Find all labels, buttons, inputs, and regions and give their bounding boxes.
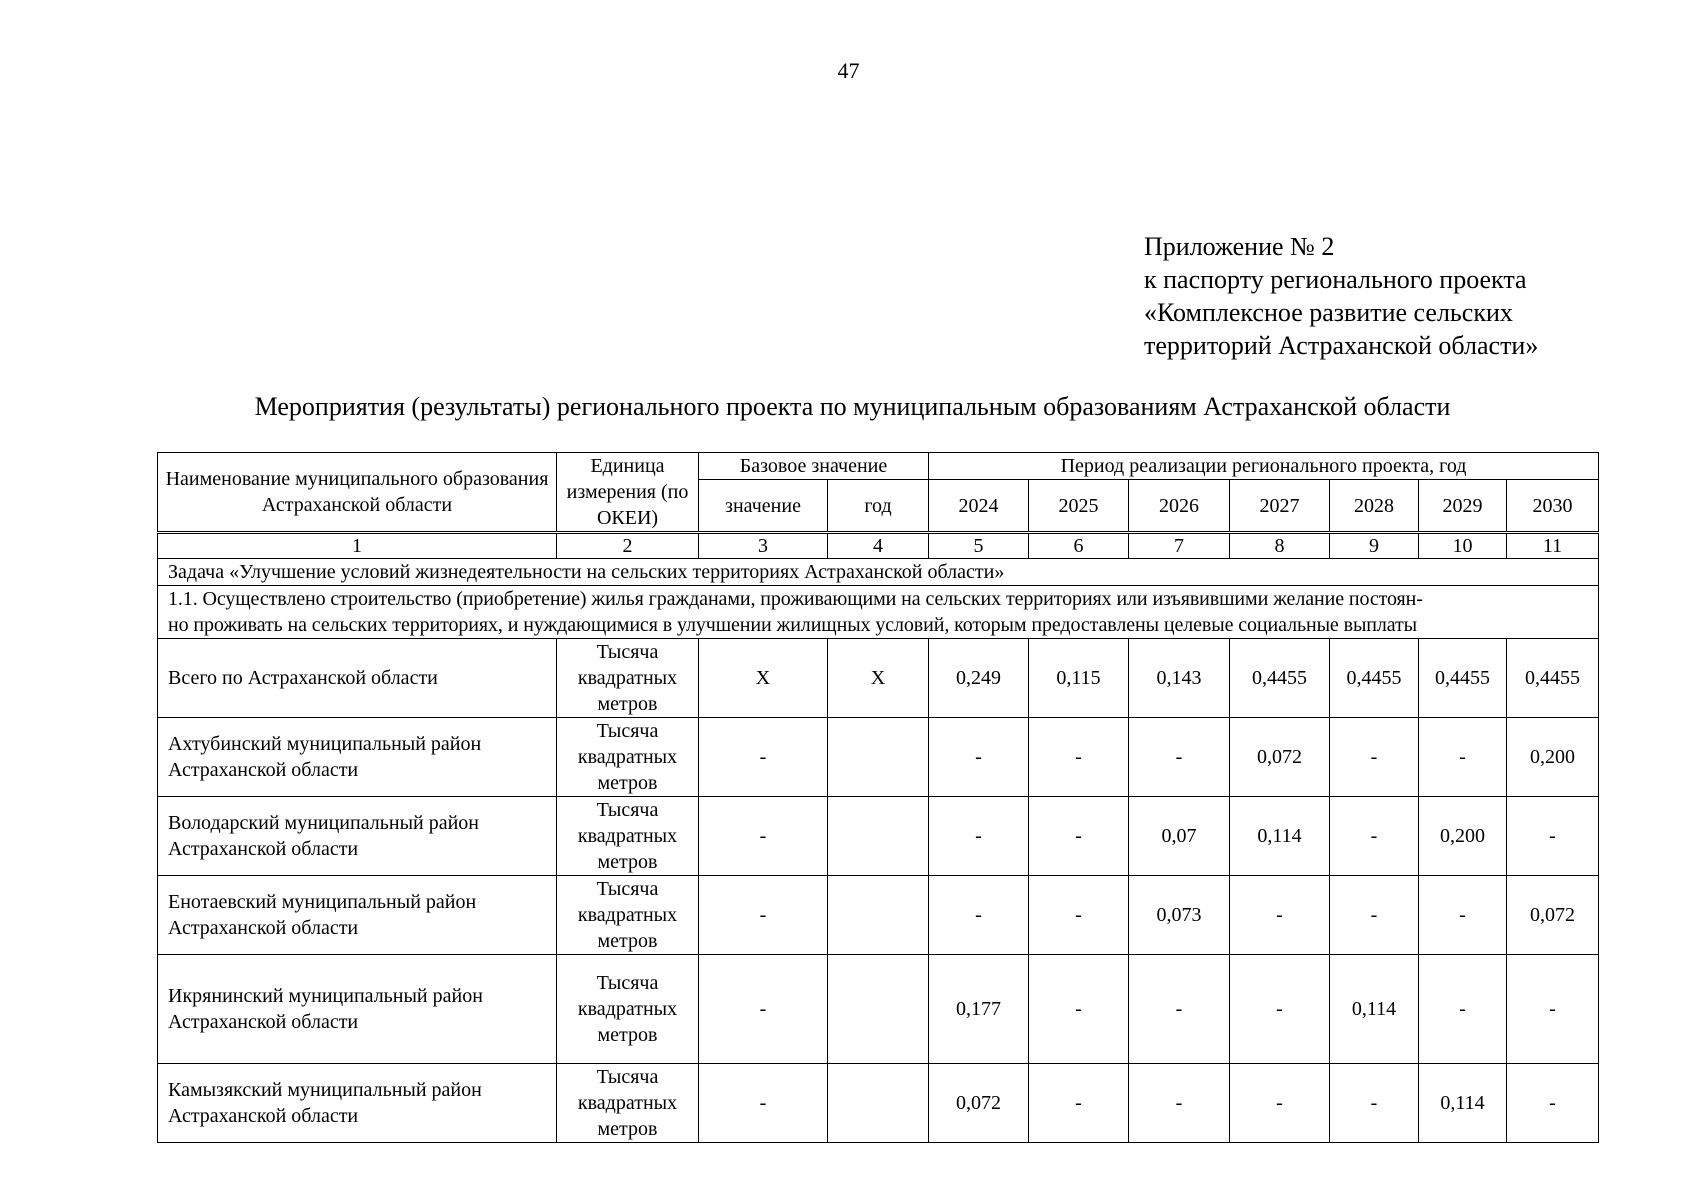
base-value: Х	[699, 639, 828, 718]
table-row	[158, 718, 1599, 797]
column-number: 9	[1330, 533, 1419, 559]
value-cell: -	[1230, 876, 1330, 955]
column-number: 2	[557, 533, 699, 559]
value-cell: -	[1129, 718, 1230, 797]
header-year: 2026	[1129, 480, 1230, 533]
unit-line: квадратных	[577, 825, 678, 847]
column-number: 11	[1507, 533, 1599, 559]
unit-line: квадратных	[577, 904, 678, 926]
value-cell: 0,143	[1129, 639, 1230, 718]
value-cell: -	[1419, 718, 1507, 797]
value-cell: -	[1029, 876, 1129, 955]
municipality-name-line: Всего по Астраханской области	[168, 667, 438, 689]
column-number: 4	[828, 533, 929, 559]
unit-line: Тысяча	[596, 878, 659, 900]
municipality-name-line: Икрянинский муниципальный район	[168, 985, 483, 1007]
value-cell: 0,072	[1230, 718, 1330, 797]
header-period: Период реализации регионального проекта, год	[929, 453, 1599, 480]
unit-cell	[557, 1064, 699, 1143]
unit-line: квадратных	[577, 667, 678, 689]
column-number: 1	[158, 533, 557, 559]
value-cell: 0,177	[929, 955, 1029, 1064]
unit-line: Тысяча	[596, 799, 659, 821]
value-cell: -	[1029, 955, 1129, 1064]
value-cell: -	[1330, 876, 1419, 955]
municipality-name-line: Астраханской области	[168, 917, 359, 939]
page-number: 47	[837, 58, 860, 83]
unit-line: Тысяча	[596, 972, 659, 994]
header-year: 2027	[1230, 480, 1330, 533]
base-year	[828, 797, 929, 876]
task-text: Задача «Улучшение условий жизнедеятельности на сельских территориях Астраханской области»	[158, 559, 1599, 586]
municipality-name-line: Астраханской области	[168, 1011, 359, 1033]
header-base: Базовое значение	[699, 453, 929, 480]
value-cell: 0,072	[929, 1064, 1029, 1143]
column-number: 8	[1230, 533, 1330, 559]
value-cell: 0,114	[1330, 955, 1419, 1064]
result-line: но проживать на сельских территориях, и нуждающимися в улучшении жилищных условий, которым предоставлены целевые социальные выплаты	[168, 614, 1418, 636]
unit-cell	[557, 797, 699, 876]
base-value: -	[699, 876, 828, 955]
municipality-name-line: Астраханской области	[168, 759, 359, 781]
value-cell: -	[1029, 797, 1129, 876]
result-row	[158, 586, 1599, 639]
value-cell: -	[1029, 718, 1129, 797]
result-text	[158, 586, 1599, 639]
appendix-line: к паспорту регионального проекта	[1144, 265, 1527, 294]
value-cell: -	[1029, 1064, 1129, 1143]
municipality-name-line: Енотаевский муниципальный район	[168, 891, 477, 913]
unit-line: Тысяча	[596, 641, 659, 663]
results-table	[157, 452, 1599, 1143]
task-row	[158, 559, 1599, 586]
header-year: 2030	[1507, 480, 1599, 533]
value-cell: -	[929, 876, 1029, 955]
value-cell: 0,114	[1230, 797, 1330, 876]
municipality-name	[158, 876, 557, 955]
municipality-name	[158, 639, 557, 718]
value-cell: 0,249	[929, 639, 1029, 718]
appendix-line: территорий Астраханской области»	[1144, 331, 1539, 360]
value-cell: 0,4455	[1419, 639, 1507, 718]
column-number-row	[158, 533, 1599, 559]
column-number: 6	[1029, 533, 1129, 559]
value-cell: -	[1419, 955, 1507, 1064]
unit-line: метров	[597, 772, 658, 794]
value-cell: 0,200	[1507, 718, 1599, 797]
municipality-name	[158, 1064, 557, 1143]
value-cell: 0,4455	[1507, 639, 1599, 718]
value-cell: -	[1419, 876, 1507, 955]
appendix-note	[1144, 230, 1538, 362]
value-cell: -	[1507, 955, 1599, 1064]
value-cell: -	[1230, 1064, 1330, 1143]
appendix-line: Приложение № 2	[1144, 232, 1335, 261]
header-name: Наименование муниципального образования Астраханской области	[158, 453, 557, 533]
table-row	[158, 797, 1599, 876]
unit-cell	[557, 876, 699, 955]
value-cell: 0,072	[1507, 876, 1599, 955]
value-cell: 0,073	[1129, 876, 1230, 955]
base-year	[828, 876, 929, 955]
unit-cell	[557, 718, 699, 797]
municipality-name	[158, 955, 557, 1064]
column-number: 7	[1129, 533, 1230, 559]
table-row	[158, 876, 1599, 955]
base-value: -	[699, 718, 828, 797]
column-number: 10	[1419, 533, 1507, 559]
document-title: Мероприятия (результаты) регионального проекта по муниципальным образованиям Астраханской области	[254, 392, 1451, 421]
result-line: 1.1. Осуществлено строительство (приобретение) жилья гражданами, проживающими на сельских территориях или изъявившими желание постоян-	[168, 588, 1423, 610]
table-row	[158, 955, 1599, 1064]
column-number: 3	[699, 533, 828, 559]
base-value: -	[699, 955, 828, 1064]
header-year: 2029	[1419, 480, 1507, 533]
base-year	[828, 718, 929, 797]
header-base-year: год	[828, 480, 929, 533]
unit-cell	[557, 639, 699, 718]
municipality-name	[158, 718, 557, 797]
value-cell: 0,07	[1129, 797, 1230, 876]
unit-line: метров	[597, 851, 658, 873]
municipality-name	[158, 797, 557, 876]
unit-line: метров	[597, 930, 658, 952]
header-year: 2025	[1029, 480, 1129, 533]
unit-line: метров	[597, 1118, 658, 1140]
base-value: -	[699, 1064, 828, 1143]
unit-line: Тысяча	[596, 1066, 659, 1088]
base-value: -	[699, 797, 828, 876]
value-cell: -	[1230, 955, 1330, 1064]
unit-line: метров	[597, 1024, 658, 1046]
value-cell: -	[1129, 955, 1230, 1064]
header-year: 2028	[1330, 480, 1419, 533]
header-base-value: значение	[699, 480, 828, 533]
header-year: 2024	[929, 480, 1029, 533]
value-cell: -	[929, 797, 1029, 876]
value-cell: -	[1330, 1064, 1419, 1143]
value-cell: 0,200	[1419, 797, 1507, 876]
value-cell: -	[929, 718, 1029, 797]
value-cell: -	[1129, 1064, 1230, 1143]
value-cell: -	[1330, 718, 1419, 797]
value-cell: 0,4455	[1230, 639, 1330, 718]
base-year	[828, 955, 929, 1064]
table-row	[158, 639, 1599, 718]
value-cell: 0,115	[1029, 639, 1129, 718]
municipality-name-line: Астраханской области	[168, 838, 359, 860]
unit-cell	[557, 955, 699, 1064]
unit-line: квадратных	[577, 998, 678, 1020]
unit-line: квадратных	[577, 1092, 678, 1114]
unit-line: метров	[597, 693, 658, 715]
appendix-line: «Комплексное развитие сельских	[1144, 298, 1513, 327]
municipality-name-line: Володарский муниципальный район	[168, 812, 479, 834]
base-year: Х	[828, 639, 929, 718]
municipality-name-line: Камызякский муниципальный район	[168, 1079, 482, 1101]
municipality-name-line: Ахтубинский муниципальный район	[168, 733, 482, 755]
value-cell: 0,114	[1419, 1064, 1507, 1143]
unit-line: квадратных	[577, 746, 678, 768]
value-cell: -	[1507, 797, 1599, 876]
table-row	[158, 1064, 1599, 1143]
header-unit: Единица измерения (по ОКЕИ)	[557, 453, 699, 533]
value-cell: -	[1330, 797, 1419, 876]
municipality-name-line: Астраханской области	[168, 1105, 359, 1127]
base-year	[828, 1064, 929, 1143]
value-cell: 0,4455	[1330, 639, 1419, 718]
unit-line: Тысяча	[596, 720, 659, 742]
column-number: 5	[929, 533, 1029, 559]
value-cell: -	[1507, 1064, 1599, 1143]
